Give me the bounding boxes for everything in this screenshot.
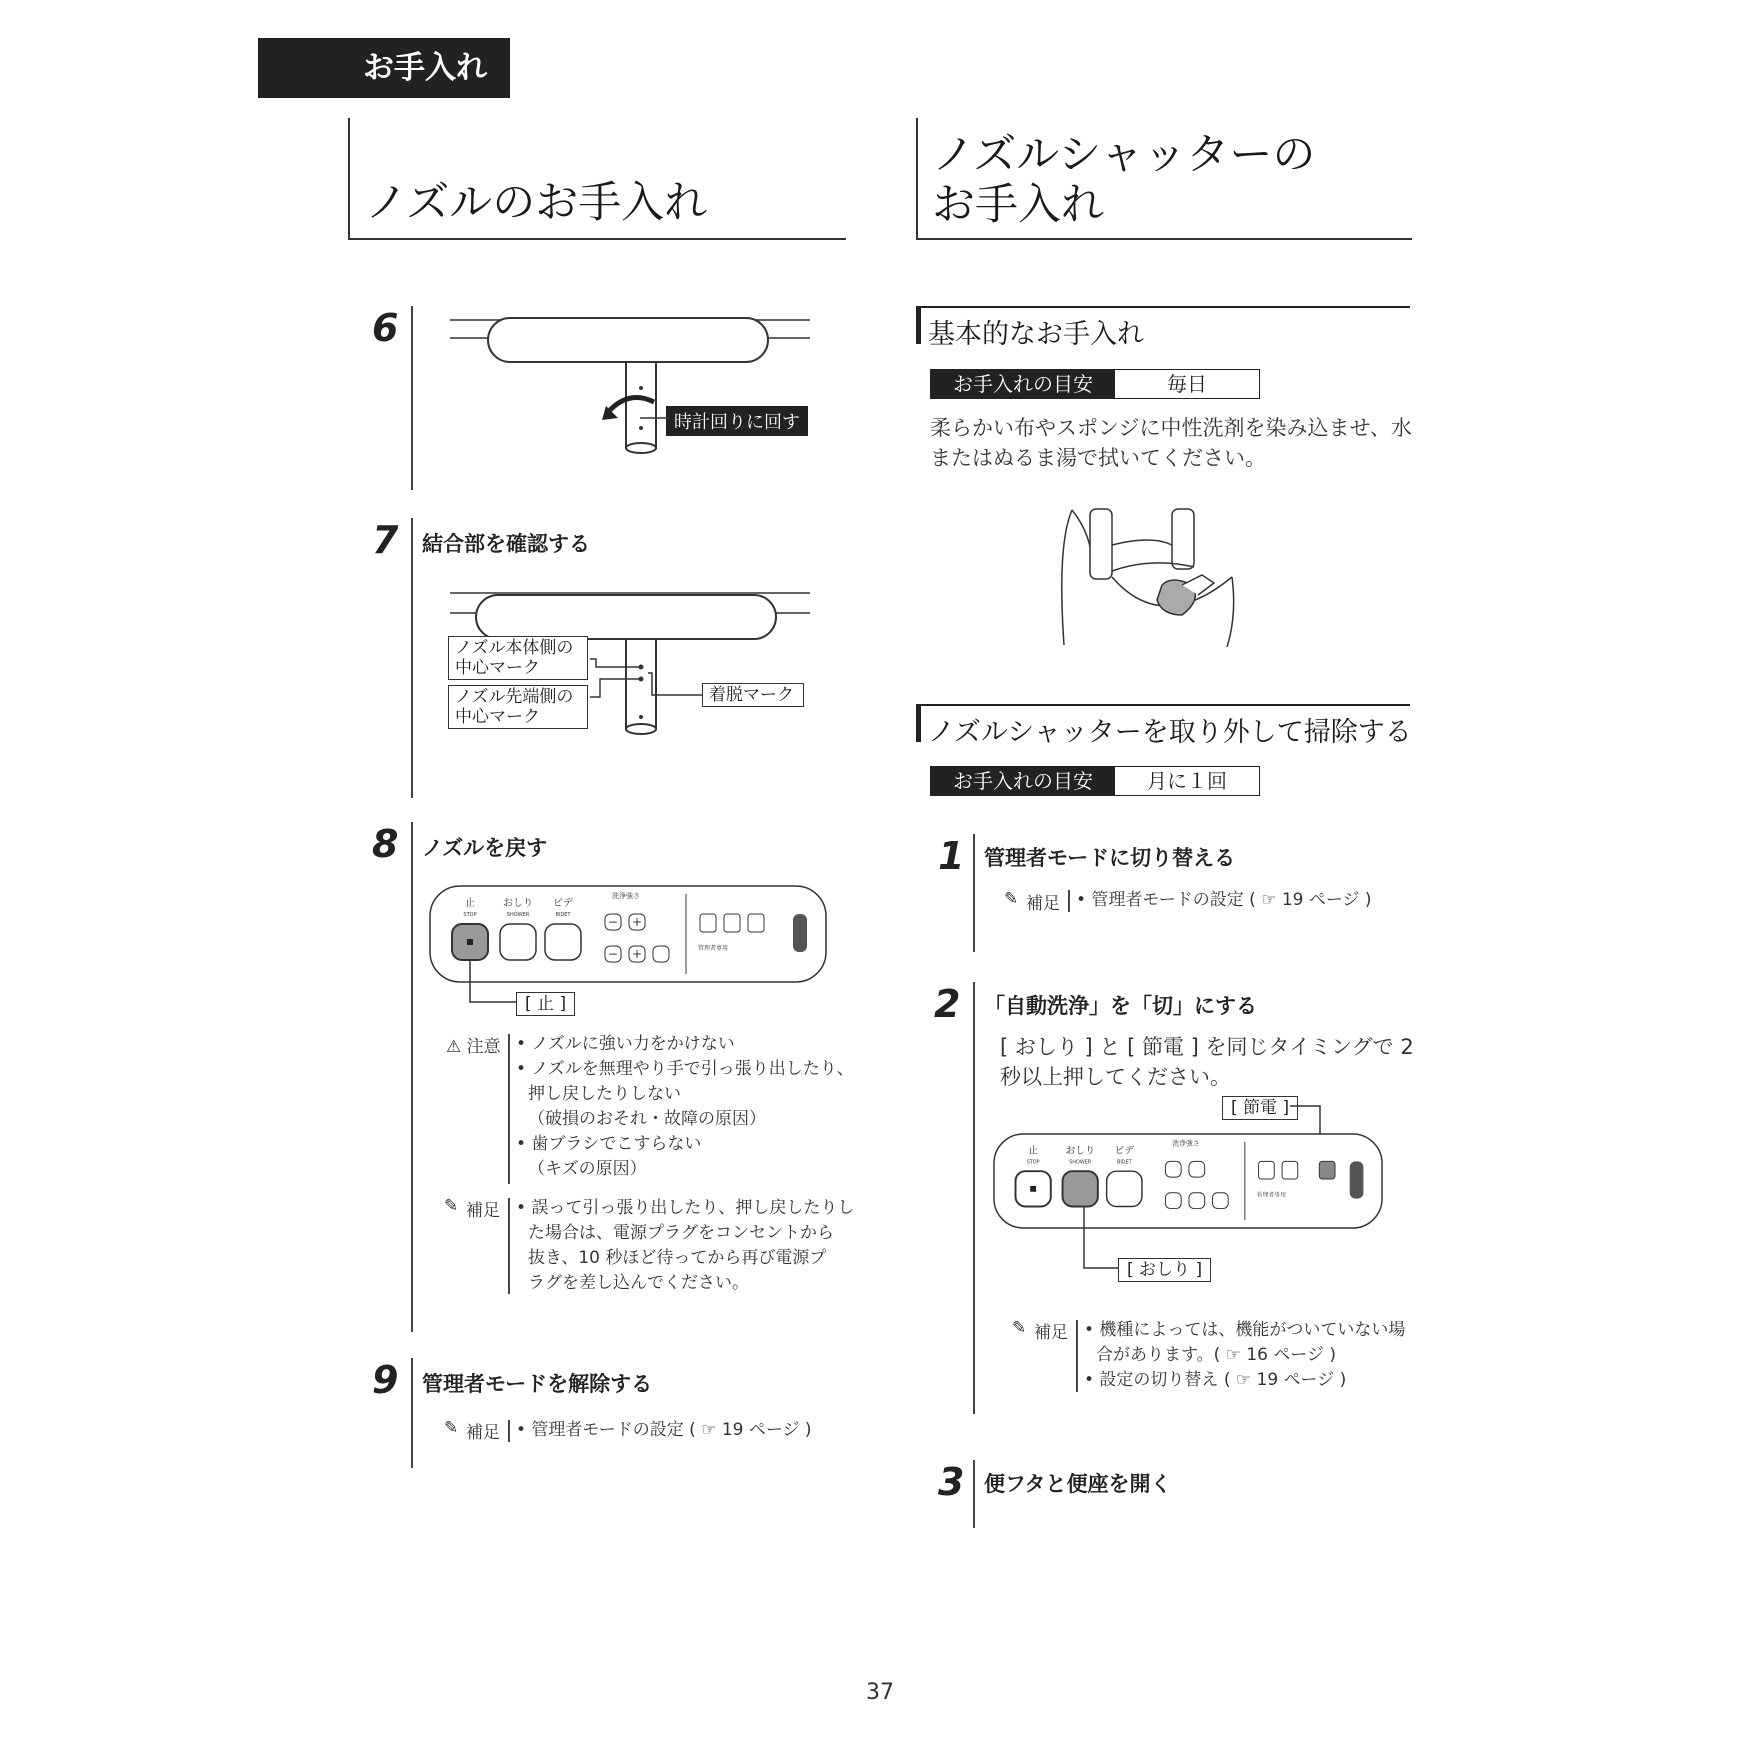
basic-care-heading: 基本的なお手入れ <box>928 319 1144 350</box>
caution-line: （破損のおそれ・故障の原因） <box>528 1109 766 1129</box>
right-step-3-title: 便フタと便座を開く <box>984 1472 1172 1496</box>
tip-center-mark-label <box>448 685 588 729</box>
svg-text:STOP: STOP <box>1026 1159 1040 1166</box>
note-line: た場合は、電源プラグをコンセントから <box>528 1223 834 1243</box>
step-9-number: 9 <box>372 1358 399 1402</box>
right-step-2-text-line2: 秒以上押してください。 <box>1000 1065 1231 1089</box>
setsuden-label: [ 節電 ] <box>1222 1096 1298 1120</box>
guide-value: 月に１回 <box>1147 769 1227 793</box>
stop-label: [ 止 ] <box>516 992 575 1016</box>
svg-text:STOP: STOP <box>463 912 477 918</box>
right-step-1-number: 1 <box>938 834 965 878</box>
rotate-leader-line <box>640 416 670 420</box>
remove-clean-accent <box>916 704 921 742</box>
body-center-mark-label <box>448 636 588 680</box>
stop-leader-line <box>468 960 518 1010</box>
nozzle-rotate-illustration <box>440 310 820 460</box>
note-line: • 誤って引っ張り出したり、押し戻したりし <box>516 1198 855 1218</box>
basic-care-accent <box>916 306 921 344</box>
note-line: • 機種によっては、機能がついていない場 <box>1084 1320 1406 1340</box>
basic-care-rule <box>916 306 1410 308</box>
right-step-2-text <box>1000 1032 1414 1092</box>
note-head-step9: 補足 <box>466 1423 500 1443</box>
note-head-right-step2: 補足 <box>1034 1323 1068 1343</box>
oshiri-label: [ おしり ] <box>1118 1258 1211 1282</box>
page-title-right-line1: ノズルシャッターの <box>932 130 1316 180</box>
basic-care-guide <box>930 369 1260 399</box>
pencil-icon: ✎ <box>1012 1318 1027 1338</box>
svg-text:BIDET: BIDET <box>1116 1159 1132 1166</box>
note-bar-right-step2 <box>1076 1320 1078 1392</box>
right-step-2-text-line1: [ おしり ] と [ 節電 ] を同じタイミングで 2 <box>1000 1035 1414 1059</box>
note-line: ラグを差し込んでください。 <box>528 1273 749 1293</box>
step-9-title: 管理者モードを解除する <box>422 1372 653 1396</box>
svg-text:ビデ: ビデ <box>1114 1145 1135 1157</box>
svg-text:おしり: おしり <box>503 898 533 909</box>
right-step-2-bar <box>973 982 975 1414</box>
svg-text:−: − <box>607 947 619 961</box>
svg-text:+: + <box>631 915 643 929</box>
right-step-3-bar <box>973 1460 975 1528</box>
tip-center-mark-line2: 中心マーク <box>455 707 540 727</box>
caution-line: • ノズルを無理やり手で引っ張り出したり、 <box>516 1059 854 1079</box>
step-8-bar <box>411 822 413 1332</box>
step-7-title: 結合部を確認する <box>422 532 590 556</box>
note-head-right-step1: 補足 <box>1026 894 1060 914</box>
note-body-right-step1: • 管理者モードの設定 ( ☞ 19 ページ ) <box>1076 890 1372 910</box>
right-step-1-bar <box>973 834 975 952</box>
note-body-step8 <box>516 1196 854 1296</box>
caution-line: • 歯ブラシでこすらない <box>516 1134 702 1154</box>
page-title-right <box>932 130 1315 230</box>
note-line: • 設定の切り替え ( ☞ 19 ページ ) <box>1084 1370 1347 1390</box>
section-tag: お手入れ <box>258 38 510 98</box>
basic-care-text <box>930 413 1412 473</box>
note-bar-right-step1 <box>1068 890 1070 912</box>
note-bar-step9 <box>508 1420 510 1442</box>
step-7-bar <box>411 518 413 798</box>
caution-line: （キズの原因） <box>528 1159 647 1179</box>
basic-care-text-line1: 柔らかい布やスポンジに中性洗剤を染み込ませ、水 <box>930 416 1412 440</box>
remove-clean-rule <box>916 704 1410 706</box>
step-6-number: 6 <box>372 306 399 350</box>
svg-text:洗浄強さ: 洗浄強さ <box>612 892 640 900</box>
pencil-icon: ✎ <box>444 1196 459 1216</box>
oshiri-leader-line <box>1082 1206 1122 1276</box>
svg-text:BIDET: BIDET <box>555 912 571 918</box>
tip-center-mark-line1: ノズル先端側の <box>455 687 574 707</box>
caution-line: • ノズルに強い力をかけない <box>516 1034 735 1054</box>
note-body-right-step2 <box>1084 1318 1405 1393</box>
note-line: 合があります。( ☞ 16 ページ ) <box>1096 1345 1337 1365</box>
svg-text:SHOWER: SHOWER <box>506 912 530 918</box>
note-bar-step8 <box>508 1198 510 1294</box>
caution-bar <box>508 1034 510 1184</box>
svg-text:管理者専用: 管理者専用 <box>1256 1192 1286 1199</box>
remote-panel-step2 <box>990 1132 1386 1230</box>
svg-text:+: + <box>631 947 643 961</box>
note-body-step9: • 管理者モードの設定 ( ☞ 19 ページ ) <box>516 1420 812 1440</box>
pencil-icon: ✎ <box>444 1418 459 1438</box>
attach-mark-label: 着脱マーク <box>702 683 804 707</box>
note-head-step8: 補足 <box>466 1201 500 1221</box>
pencil-icon: ✎ <box>1004 889 1019 909</box>
caution-body <box>516 1032 854 1182</box>
step-8-number: 8 <box>372 822 399 866</box>
svg-text:おしり: おしり <box>1065 1145 1095 1157</box>
step-8-title: ノズルを戻す <box>422 836 548 860</box>
guide-label: お手入れの目安 <box>931 370 1115 398</box>
remove-clean-guide <box>930 766 1260 796</box>
guide-value: 毎日 <box>1167 372 1207 396</box>
remove-clean-heading: ノズルシャッターを取り外して掃除する <box>928 717 1412 748</box>
guide-label: お手入れの目安 <box>931 767 1115 795</box>
body-center-mark-line2: 中心マーク <box>455 658 540 678</box>
svg-text:ビデ: ビデ <box>553 898 573 909</box>
page-number: 37 <box>866 1680 894 1705</box>
page-title-left: ノズルのお手入れ <box>365 178 708 228</box>
svg-text:SHOWER: SHOWER <box>1069 1159 1092 1166</box>
caution-line: 押し戻したりしない <box>528 1084 681 1104</box>
right-step-2-number: 2 <box>934 982 961 1026</box>
rotate-label: 時計回りに回す <box>666 406 808 436</box>
right-step-2-title: 「自動洗浄」を「切」にする <box>984 994 1257 1018</box>
page-title-right-line2: お手入れ <box>932 180 1104 230</box>
step-7-number: 7 <box>372 518 399 562</box>
svg-text:止: 止 <box>1028 1145 1039 1157</box>
svg-text:洗浄強さ: 洗浄強さ <box>1172 1139 1200 1148</box>
note-line: 抜き、10 秒ほど待ってから再び電源プ <box>528 1248 827 1268</box>
caution-head: ⚠ 注意 <box>446 1037 501 1057</box>
toilet-wiping-illustration <box>1052 505 1242 650</box>
right-step-3-number: 3 <box>938 1460 965 1504</box>
body-center-mark-line1: ノズル本体側の <box>455 638 574 658</box>
svg-text:−: − <box>607 915 619 929</box>
right-step-1-title: 管理者モードに切り替える <box>984 846 1236 870</box>
basic-care-text-line2: またはぬるま湯で拭いてください。 <box>930 446 1266 470</box>
remote-stop-text: 止 <box>465 898 475 909</box>
step-6-bar <box>411 306 413 490</box>
step-9-bar <box>411 1358 413 1468</box>
svg-text:管理者専用: 管理者専用 <box>698 945 729 952</box>
